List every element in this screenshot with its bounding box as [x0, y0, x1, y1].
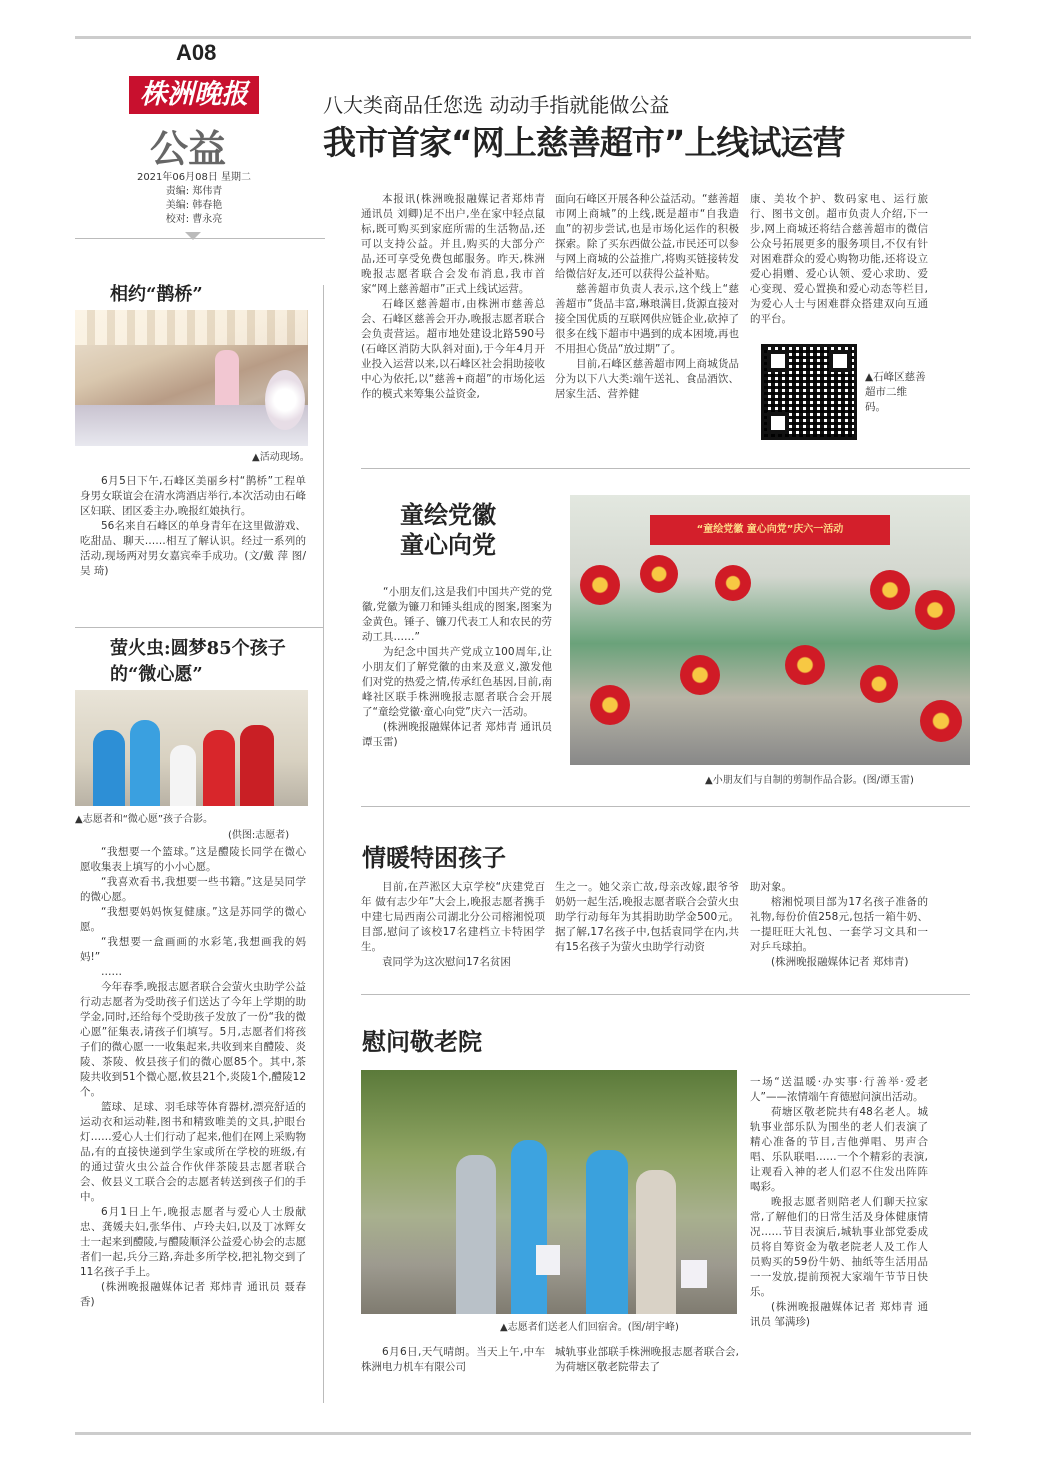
paragraph: 6月5日下午,石峰区美丽乡村“鹊桥”工程单身男女联谊会在清水湾酒店举行,本次活动由石峰区妇联、团区委主办,晚报红娘执行。	[80, 475, 306, 517]
issue-date: 2021年06月08日 星期二	[136, 172, 252, 183]
designer-credit: 美编: 韩春艳	[165, 200, 223, 211]
editor-credit: 责编: 郑伟青	[165, 186, 223, 197]
warm-title: 情暖特困孩子	[362, 843, 506, 872]
ceiling-decor	[75, 310, 308, 345]
masthead-info	[129, 171, 259, 227]
emblem-artwork	[680, 655, 720, 695]
emblem-artwork	[715, 565, 751, 601]
chevron-down-icon	[185, 232, 201, 240]
paragraph: 本报讯(株洲晚报融媒记者郑炜青 通讯员 刘卿)足不出户,坐在家中轻点鼠标,既可购买到家庭所需的生活物品,还可以支持公益。并且,购买的大部分产品,还可享受免费包邮服务。昨天,株洲晚报志愿者联合会发布消息,我市首家“网上慈善超市”正式上线试运营。	[361, 193, 545, 295]
paragraph: “我喜欢看书,我想要一些书籍。”这是吴同学的微心愿。	[80, 876, 306, 903]
paragraph: 石峰区慈善超市,由株洲市慈善总会、石峰区慈善会开办,晚报志愿者联合会负责营运。超市地处建设北路590号(石峰区消防大队斜对面),于今年4月开业投入运营以来,以石峰区社会捐助接收中心为依托,以“慈善+商超”的市场化运作的模式来筹集公益资金,	[361, 298, 545, 400]
section-divider	[361, 994, 970, 995]
section-divider	[75, 627, 323, 628]
emblem-artwork	[860, 665, 898, 703]
paragraph: ……	[101, 966, 122, 978]
paragraph: 面向石峰区开展各种公益活动。“慈善超市网上商城”的上线,既是超市“自我造血”的初步尝试,也是市场化运作的积极探索。除了买东西做公益,市民还可以参与网上商城的公益推广,将购买链接转发给微信好友,还可以获得公益补贴。	[555, 193, 739, 280]
paragraph: “我想要一盒画画的水彩笔,我想画我的妈妈!”	[80, 936, 306, 963]
paragraph: 目前,石峰区慈善超市网上商城货品分为以下八大类:端午送礼、食品酒饮、居家生活、营养健	[555, 358, 739, 400]
emblem-artwork	[640, 555, 678, 593]
flower-decor	[265, 370, 305, 430]
qr-finder	[767, 350, 789, 372]
paragraph: (株洲晚报融媒体记者 郑炜青 通讯员 聂春香)	[80, 1281, 306, 1308]
left-story-2-credit: (供图:志愿者)	[228, 830, 290, 841]
paragraph: 目前,在芦淞区大京学校“庆建党百年 做有志少年”大会上,晚报志愿者携手中建七局西南公司湖北分公司榕湘悦项目部,慰问了该校17名建档立卡特困学生。	[361, 881, 545, 953]
paragraph: 一场“送温暖·办实事·行善举·爱老人”——浓情端午育德慰问演出活动。	[750, 1076, 928, 1103]
paragraph: (株洲晚报融媒体记者 郑炜青 通讯员 谭玉雷)	[362, 721, 552, 748]
paragraph: 助对象。	[750, 881, 792, 893]
paragraph: 56名来自石峰区的单身青年在这里做游戏、吃甜品、聊天……相互了解认识。经过一系列的活动,现场两对男女嘉宾牵手成功。(文/戴 萍 图/ 吴 琦)	[80, 520, 306, 577]
person-shape	[170, 745, 196, 806]
person-shape	[586, 1150, 628, 1314]
section-title: 公益	[150, 126, 227, 171]
event-photo	[75, 310, 308, 446]
children-photo	[570, 495, 970, 765]
elder-col-2	[555, 1345, 739, 1375]
left-story-1-title: 相约“鹊桥”	[110, 284, 203, 305]
qr-finder	[829, 350, 851, 372]
section-divider	[361, 806, 970, 807]
person-shape	[203, 730, 235, 806]
emblem-artwork	[915, 590, 955, 630]
qr-caption: ▲石峰区慈善超市二维码。	[865, 371, 926, 413]
volunteer-photo	[75, 690, 308, 806]
warm-col-1	[361, 880, 545, 970]
paragraph: 6月1日上午,晚报志愿者与爱心人士殷献忠、龚媛夫妇,张华伟、卢玲夫妇,以及丁冰辉女士一起来到醴陵,与醴陵顺泽公益爱心协会的志愿者们一起,兵分三路,奔赴多所学校,把礼物交到了11名孩子手上。	[80, 1206, 306, 1278]
gift-bag	[681, 1260, 707, 1288]
elder-title: 慰问敬老院	[362, 1027, 482, 1056]
emblem-artwork	[785, 645, 825, 685]
person-shape	[240, 725, 274, 806]
paragraph: 城轨事业部联手株洲晚报志愿者联合会,为荷塘区敬老院带去了	[555, 1346, 739, 1373]
paragraph: 6月6日,天气晴朗。当天上午,中车株洲电力机车有限公司	[361, 1346, 545, 1373]
emblem-artwork	[590, 685, 630, 725]
emblem-artwork	[870, 570, 910, 610]
lead-col-3	[750, 192, 928, 327]
paragraph: (株洲晚报融媒体记者 郑炜青 通讯员 邹满珍)	[750, 1301, 928, 1328]
lead-title: 我市首家“网上慈善超市”上线试运营	[323, 123, 845, 162]
person-shape	[511, 1140, 547, 1314]
section-divider	[361, 468, 970, 469]
paragraph: 生之一。她父亲亡故,母亲改嫁,跟爷爷奶奶一起生活,晚报志愿者联合会萤火虫助学行动每年为其捐助助学金500元。据了解,17名孩子中,包括袁同学在内,共有15名孩子为萤火虫助学行动资	[555, 881, 739, 953]
emblem-artwork	[580, 565, 620, 605]
paragraph: 袁同学为这次慰问17名贫困	[382, 956, 511, 968]
page-number: A08	[176, 40, 217, 65]
bottom-rule	[75, 1432, 971, 1435]
left-story-2-body	[80, 845, 306, 1310]
top-rule	[75, 36, 971, 39]
proofreader-credit: 校对: 曹永亮	[165, 214, 223, 225]
lead-col-2	[555, 192, 739, 402]
lead-col-1	[361, 192, 545, 402]
elder-caption: ▲志愿者们送老人们回宿舍。(图/胡宇峰)	[500, 1322, 679, 1333]
left-story-1-body	[80, 474, 306, 579]
left-story-2-title: 萤火虫:圆梦85个孩子的“微心愿”	[110, 638, 286, 685]
emblem-artwork	[920, 700, 962, 742]
column-divider	[323, 285, 324, 1403]
lead-kicker: 八大类商品任您选 动动手指就能做公益	[323, 93, 670, 117]
party-title-line-2: 童心向党	[400, 530, 496, 559]
paragraph: 今年春季,晚报志愿者联合会萤火虫助学公益行动志愿者为受助孩子们送达了今年上学期的助学金,同时,还给每个受助孩子发放了一份“我的微心愿”征集表,请孩子们填写。5月,志愿者们将孩子们的微心愿一一收集起来,共收到来自醴陵、炎陵、茶陵、攸县孩子们的微心愿85个。其中,茶陵共收到51个微心愿,攸县21个,炎陵1个,醴陵12个。	[80, 981, 306, 1098]
paragraph: 榕湘悦项目部为17名孩子准备的礼物,每份价值258元,包括一箱牛奶、一提旺旺大礼包、一套学习文具和一对乒乓球拍。	[750, 896, 928, 953]
qr-finder	[767, 412, 789, 434]
paragraph: “小朋友们,这是我们中国共产党的党徽,党徽为镰刀和锤头组成的图案,图案为金黄色。锤子、镰刀代表工人和农民的劳动工具……”	[362, 586, 552, 643]
warm-col-3	[750, 880, 928, 970]
elder-col-3	[750, 1075, 928, 1330]
gift-bag	[536, 1245, 560, 1275]
person-shape	[130, 720, 160, 806]
paragraph: “我想要妈妈恢复健康。”这是苏同学的微心愿。	[80, 906, 306, 933]
person-shape	[93, 730, 125, 806]
person-shape	[636, 1170, 676, 1314]
party-title	[400, 500, 496, 560]
elder-photo	[361, 1070, 737, 1314]
paragraph: 慈善超市负责人表示,这个线上“慈善超市”货品丰富,琳琅满目,货源直接对接全国优质的互联网供应链企业,砍掉了很多在线下超市中遇到的成本困境,再也不用担心货品“放过期”了。	[555, 283, 739, 355]
left-story-2-caption: ▲志愿者和“微心愿”孩子合影。	[75, 814, 214, 825]
paper-logo: 株洲晚报	[129, 76, 259, 114]
paragraph: 康、美妆个护、数码家电、运行旅行、图书文创。超市负责人介绍,下一步,网上商城还将结合慈善超市的微信公众号拓展更多的服务项目,不仅有针对困难群众的爱心购物功能,还将设立爱心捐赠、爱心认领、爱心求助、爱心变现、爱心置换和爱心动态等栏目,为爱心人士与困难群众搭建双向互通的平台。	[750, 193, 928, 325]
paragraph: 篮球、足球、羽毛球等体育器材,漂亮舒适的运动衣和运动鞋,图书和精致唯美的文具,护眼台灯……爱心人士们行动了起来,他们在网上采购物品,有的直接快递到学生家或所在学校的班级,有的通过萤火虫公益合作伙伴茶陵县志愿者联合会、攸县义工联合会的志愿者转送到孩子们的手中。	[80, 1101, 306, 1203]
elder-col-1	[361, 1345, 545, 1375]
paragraph: (株洲晚报融媒体记者 郑炜青)	[771, 956, 909, 968]
warm-col-2	[555, 880, 739, 955]
paragraph: 为纪念中国共产党成立100周年,让小朋友们了解党徽的由来及意义,激发他们对党的热爱之情,传承红色基因,目前,南峰社区联手株洲晚报志愿者联合会开展了“童绘党徽·童心向党”庆六一活动。	[362, 646, 552, 718]
person-shape	[456, 1155, 496, 1314]
party-title-line-1: 童绘党徽	[400, 500, 496, 529]
party-body	[362, 585, 552, 750]
left-story-1-caption: ▲活动现场。	[252, 452, 310, 463]
event-banner: “童绘党徽 童心向党”庆六一活动	[650, 515, 890, 545]
qr-code-image	[761, 344, 857, 440]
paragraph: 荷塘区敬老院共有48名老人。城轨事业部乐队为围坐的老人们表演了精心准备的节目,吉他弹唱、男声合唱、乐队联唱……一个个精彩的表演,让观看入神的老人们忍不住发出阵阵喝彩。	[750, 1106, 928, 1193]
party-caption: ▲小朋友们与自制的剪制作品合影。(图/谭玉雷)	[705, 775, 914, 786]
paragraph: “我想要一个篮球。”这是醴陵长同学在微心愿收集表上填写的小小心愿。	[80, 846, 306, 873]
paragraph: 晚报志愿者则陪老人们聊天拉家常,了解他们的日常生活及身体健康情况……节目表演后,城轨事业部党委成员将自筹资金为敬老院老人及工作人员购买的59份牛奶、抽纸等生活用品一一发放,提前预祝大家端午节节日快乐。	[750, 1196, 928, 1298]
